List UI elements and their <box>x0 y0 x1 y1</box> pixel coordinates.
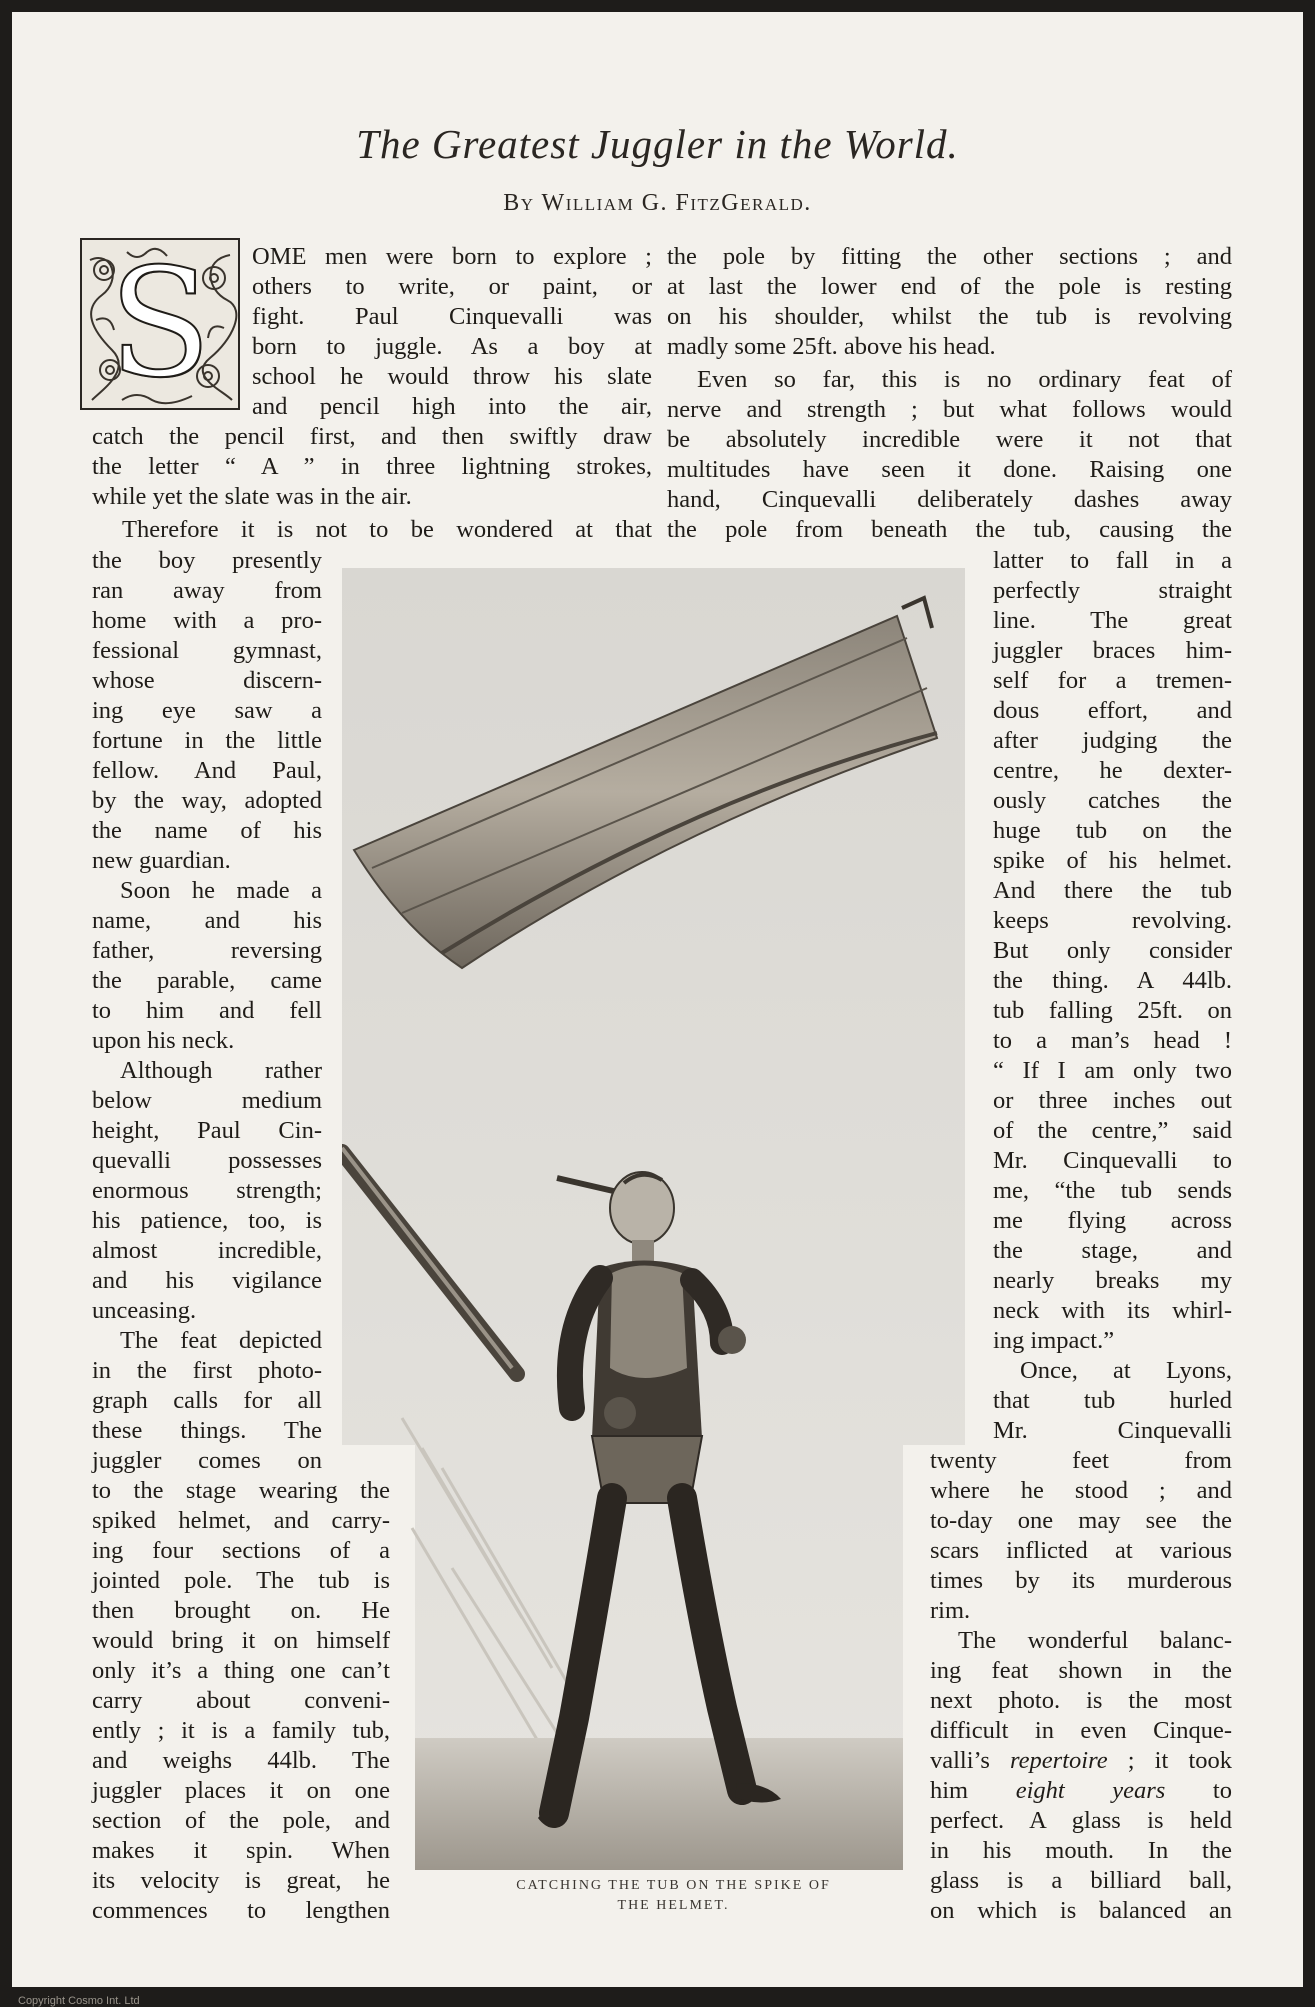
text-line: would bring it on himself <box>92 1627 390 1654</box>
drop-cap-letter: S <box>108 237 212 411</box>
text-line: him eight years to <box>930 1777 1232 1804</box>
drop-cap <box>80 238 240 410</box>
text-line: ently ; it is a family tub, <box>92 1717 390 1744</box>
text-line: fortune in the little <box>92 727 322 754</box>
text-line: ing four sections of a <box>92 1537 390 1564</box>
text-line: But only consider <box>993 937 1232 964</box>
text-line: Even so far, this is no ordinary feat of <box>697 366 1232 393</box>
text-line: And there the tub <box>993 877 1232 904</box>
text-line: spike of his helmet. <box>993 847 1232 874</box>
text-line: almost incredible, <box>92 1237 322 1264</box>
text-line: the letter “ A ” in three lightning strokes, <box>92 453 652 480</box>
text-line: line. The great <box>993 607 1232 634</box>
text-line: fessional gymnast, <box>92 637 322 664</box>
text-line: the pole by fitting the other sections ; and <box>667 243 1232 270</box>
text-line: in his mouth. In the <box>930 1837 1232 1864</box>
photo-caption <box>413 1876 934 1916</box>
text-line: latter to fall in a <box>993 547 1232 574</box>
text-line: juggler comes on <box>92 1447 322 1474</box>
text-line: the stage, and <box>993 1237 1232 1264</box>
text-line: the parable, came <box>92 967 322 994</box>
text-line: perfect. A glass is held <box>930 1807 1232 1834</box>
text-line: hand, Cinquevalli deliberately dashes away <box>667 486 1232 513</box>
text-line: only it’s a thing one can’t <box>92 1657 390 1684</box>
text-line: ing eye saw a <box>92 697 322 724</box>
text-line: to the stage wearing the <box>92 1477 390 1504</box>
text-line: ing impact.” <box>993 1327 1115 1354</box>
article-byline: By William G. FitzGerald. <box>503 190 812 216</box>
stage-floor <box>415 1738 903 1870</box>
text-line: rim. <box>930 1597 971 1624</box>
text-line: upon his neck. <box>92 1027 235 1054</box>
text-line: juggler braces him- <box>993 637 1232 664</box>
text-line: below medium <box>92 1087 322 1114</box>
text-line: me flying across <box>993 1207 1232 1234</box>
text-line: father, reversing <box>92 937 322 964</box>
text-line: the boy presently <box>92 547 322 574</box>
text-line: tub falling 25ft. on <box>993 997 1232 1024</box>
text-line: valli’s repertoire ; it took <box>930 1747 1233 1774</box>
text-line: ing feat shown in the <box>930 1657 1232 1684</box>
text-line: keeps revolving. <box>993 907 1232 934</box>
juggler-photograph <box>342 568 972 1870</box>
text-line: in the first photo- <box>92 1357 322 1384</box>
text-line: fight. Paul Cinquevalli was <box>252 303 652 330</box>
text-line: makes it spin. When <box>92 1837 390 1864</box>
text-line: next photo. is the most <box>930 1687 1232 1714</box>
copyright-watermark: Copyright Cosmo Int. Ltd <box>18 1995 140 2007</box>
text-line: enormous strength; <box>92 1177 322 1204</box>
text-line: these things. The <box>92 1417 322 1444</box>
text-line: whose discern- <box>92 667 322 694</box>
text-line: quevalli possesses <box>92 1147 322 1174</box>
text-line: twenty feet from <box>930 1447 1232 1474</box>
text-line: the name of his <box>92 817 322 844</box>
text-line: that tub hurled <box>993 1387 1232 1414</box>
text-line: his patience, too, is <box>92 1207 322 1234</box>
text-line: juggler places it on one <box>92 1777 390 1804</box>
text-line: madly some 25ft. above his head. <box>667 333 996 360</box>
text-line: perfectly straight <box>993 577 1232 604</box>
text-line: new guardian. <box>92 847 231 874</box>
text-line: The wonderful balanc- <box>958 1627 1232 1654</box>
text-line: times by its murderous <box>930 1567 1232 1594</box>
text-line: at last the lower end of the pole is resting <box>667 273 1232 300</box>
text-line: Therefore it is not to be wondered at that <box>122 516 652 543</box>
text-line: glass is a billiard ball, <box>930 1867 1232 1894</box>
text-line: Soon he made a <box>120 877 322 904</box>
text-line: home with a pro- <box>92 607 322 634</box>
text-line: or three inches out <box>993 1087 1232 1114</box>
text-line: spiked helmet, and carry- <box>92 1507 390 1534</box>
text-line: and pencil high into the air, <box>252 393 652 420</box>
text-line: self for a tremen- <box>993 667 1232 694</box>
text-line: graph calls for all <box>92 1387 322 1414</box>
text-line: of the centre,” said <box>993 1117 1232 1144</box>
text-line: the thing. A 44lb. <box>993 967 1232 994</box>
text-line: its velocity is great, he <box>92 1867 390 1894</box>
text-line: by the way, adopted <box>92 787 322 814</box>
text-line: to-day one may see the <box>930 1507 1232 1534</box>
text-line: dous effort, and <box>993 697 1232 724</box>
text-line: commences to lengthen <box>92 1897 390 1924</box>
text-line: born to juggle. As a boy at <box>252 333 652 360</box>
text-line: and weighs 44lb. The <box>92 1747 390 1774</box>
text-line: to a man’s head ! <box>993 1027 1232 1054</box>
text-line: Once, at Lyons, <box>1020 1357 1232 1384</box>
text-line: Mr. Cinquevalli to <box>993 1147 1232 1174</box>
text-line: to him and fell <box>92 997 322 1024</box>
text-line: others to write, or paint, or <box>252 273 652 300</box>
text-line: “ If I am only two <box>993 1057 1232 1084</box>
text-line: ously catches the <box>993 787 1232 814</box>
text-line: centre, he dexter- <box>993 757 1232 784</box>
text-line: Although rather <box>120 1057 322 1084</box>
text-line: unceasing. <box>92 1297 197 1324</box>
text-line: school he would throw his slate <box>252 363 652 390</box>
text-line: section of the pole, and <box>92 1807 390 1834</box>
text-line: on his shoulder, whilst the tub is revolving <box>667 303 1232 330</box>
text-line: while yet the slate was in the air. <box>92 483 412 510</box>
text-line: huge tub on the <box>993 817 1232 844</box>
text-line: me, “the tub sends <box>993 1177 1232 1204</box>
text-line: jointed pole. The tub is <box>92 1567 390 1594</box>
caption-line: THE HELMET. <box>617 1898 730 1913</box>
text-line: nerve and strength ; but what follows would <box>667 396 1232 423</box>
text-line: Mr. Cinquevalli <box>993 1417 1232 1444</box>
text-line: and his vigilance <box>92 1267 322 1294</box>
text-line: then brought on. He <box>92 1597 390 1624</box>
text-line: carry about conveni- <box>92 1687 390 1714</box>
text-line: the pole from beneath the tub, causing the <box>667 516 1232 543</box>
text-line: catch the pencil first, and then swiftly draw <box>92 423 652 450</box>
text-line: difficult in even Cinque- <box>930 1717 1232 1744</box>
article-title: The Greatest Juggler in the World. <box>356 121 959 167</box>
text-line: on which is balanced an <box>930 1897 1232 1924</box>
text-line: multitudes have seen it done. Raising one <box>667 456 1232 483</box>
text-line: nearly breaks my <box>993 1267 1232 1294</box>
caption-line: CATCHING THE TUB ON THE SPIKE OF <box>516 1878 831 1893</box>
text-line: scars inflicted at various <box>930 1537 1232 1564</box>
text-line: OME men were born to explore ; <box>252 243 652 270</box>
text-line: name, and his <box>92 907 322 934</box>
text-line: where he stood ; and <box>930 1477 1232 1504</box>
text-line: fellow. And Paul, <box>92 757 322 784</box>
text-line: The feat depicted <box>120 1327 322 1354</box>
text-line: height, Paul Cin- <box>92 1117 322 1144</box>
text-line: ran away from <box>92 577 322 604</box>
text-line: after judging the <box>993 727 1232 754</box>
text-line: neck with its whirl- <box>993 1297 1232 1324</box>
magazine-page <box>12 12 1303 2007</box>
text-line: be absolutely incredible were it not that <box>667 426 1232 453</box>
